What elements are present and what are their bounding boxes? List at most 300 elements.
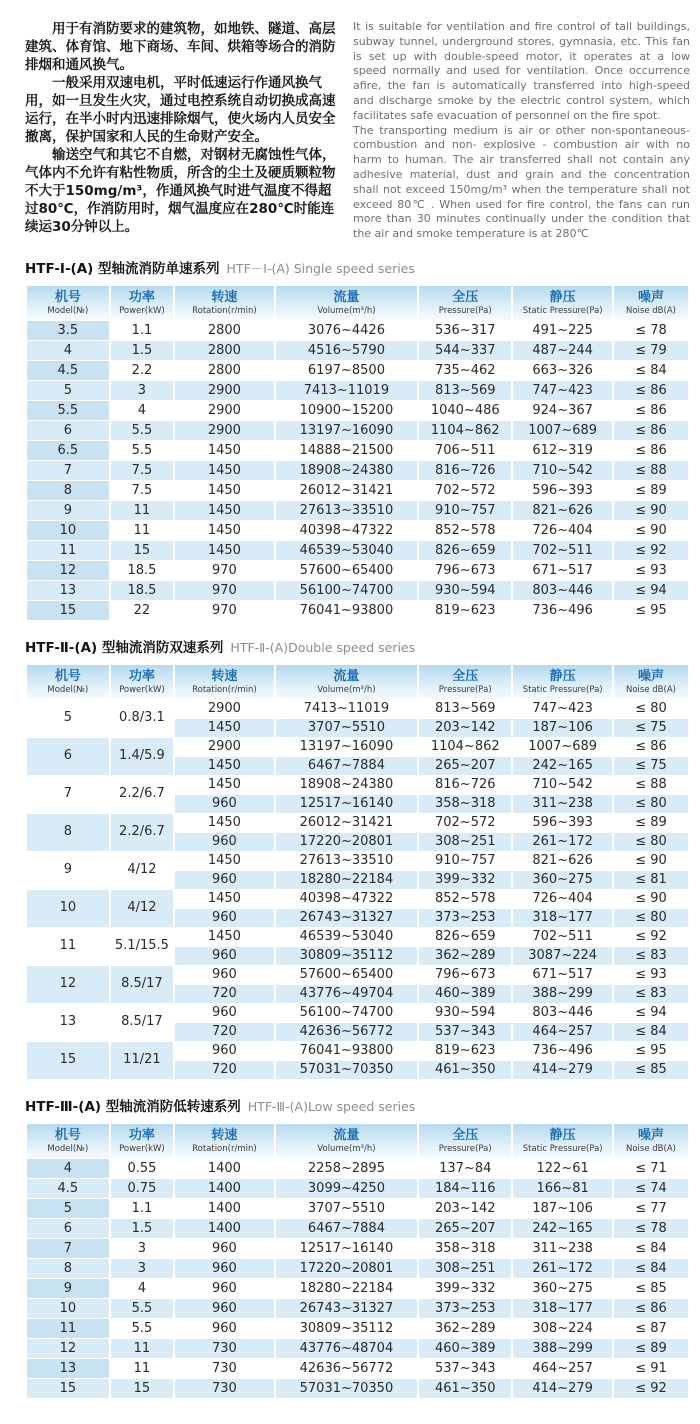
table-cell: 3076~4426 <box>307 322 385 338</box>
table-cell: ≤ 83 <box>614 985 688 1003</box>
table-cell: 1450 <box>207 852 241 868</box>
table-cell: 362~289 <box>419 947 511 965</box>
table-cell: 1.1 <box>131 322 153 338</box>
table-row <box>27 381 688 400</box>
table-cell: 11 <box>111 1339 173 1358</box>
model-cell: 8 <box>27 814 109 851</box>
table-cell: 910~757 <box>434 852 496 868</box>
model-cell: 12 <box>27 561 109 580</box>
table-row <box>27 1042 688 1060</box>
table-cell: ≤ 80 <box>614 833 688 851</box>
table-cell: 3 <box>137 1240 147 1256</box>
table-cell: 11 <box>111 501 173 520</box>
table-cell: 362~289 <box>434 1320 496 1336</box>
table-cell: 56100~74700 <box>276 581 417 600</box>
column-header-zh: 流量 <box>333 289 360 305</box>
table-row <box>27 814 688 832</box>
table-cell: 40398~47322 <box>299 890 394 906</box>
table-cell: 924~367 <box>532 402 593 418</box>
table-cell: 2800 <box>207 362 241 378</box>
table-cell: 2800 <box>207 322 241 338</box>
table-cell: 960 <box>175 947 274 965</box>
table-title-en: HTF-Ⅲ-(A)Low speed series <box>247 1098 416 1114</box>
table-cell: ≤ 83 <box>614 947 688 965</box>
table-cell: 414~279 <box>513 1379 612 1398</box>
table-cell: ≤ 89 <box>614 1339 688 1358</box>
table-cell: 1104~862 <box>419 421 511 440</box>
table-row <box>27 1159 688 1178</box>
model-cell: 4 <box>27 1159 109 1178</box>
table-cell: 852~578 <box>434 522 496 538</box>
table-cell: 7.5 <box>111 461 173 480</box>
column-header-en: Model(№) <box>47 305 89 316</box>
table-cell: 414~279 <box>513 1061 612 1079</box>
table-cell: 1450 <box>207 776 241 792</box>
table-cell: 930~594 <box>419 581 511 600</box>
table-row <box>27 890 688 908</box>
table-cell: 960 <box>211 1240 237 1256</box>
column-header <box>513 286 612 320</box>
table-cell: 46539~53040 <box>276 541 417 560</box>
table-cell: 18.5 <box>111 581 173 600</box>
table-cell: 43776~48704 <box>276 1339 417 1358</box>
table-cell: 1.5 <box>111 1219 173 1238</box>
table-cell: 318~177 <box>513 909 612 927</box>
table-cell: 3707~5510 <box>307 1200 385 1216</box>
model-cell: 9 <box>27 1279 109 1298</box>
table-cell: 1450 <box>207 442 241 458</box>
table-row <box>27 441 688 460</box>
column-header-zh: 机号 <box>54 668 81 684</box>
table-cell: 1104~862 <box>430 738 500 754</box>
table-cell: 1450 <box>175 541 274 560</box>
table-cell: 360~275 <box>513 871 612 889</box>
table-cell: 373~253 <box>419 1299 511 1318</box>
table-cell: 17220~20801 <box>276 833 417 851</box>
table-cell: 1400 <box>207 1160 241 1176</box>
power-cell: 0.8/3.1 <box>111 700 173 737</box>
table-cell: 2900 <box>175 421 274 440</box>
table-cell: 15 <box>111 1379 173 1398</box>
table-cell: 1400 <box>207 1200 241 1216</box>
table-cell: 710~542 <box>513 461 612 480</box>
table-cell: 1450 <box>207 522 241 538</box>
column-header-zh: 功率 <box>128 289 155 305</box>
table-cell: 910~757 <box>419 501 511 520</box>
table-cell: 970 <box>175 581 274 600</box>
table-cell: 373~253 <box>419 909 511 927</box>
intro-en-paragraph: It is suitable for ventilation and fire control of tall buildings, subway tunnel, underground stores, gymnasia, etc. This fan is set up with double-speed motor, it operates at a low speed normally and used for ventilation. Once occurrence afire, the fan is automatically transferred into high-speed and discharge smoke by the electric control system, which facilitates safe evacuation of personnel on the fire spot. <box>353 20 690 122</box>
table-cell: 536~317 <box>434 322 496 338</box>
table-row <box>27 501 688 520</box>
column-header-zh: 全压 <box>452 668 479 684</box>
table-cell: 852~578 <box>434 890 496 906</box>
table-row <box>27 581 688 600</box>
table-cell: 816~726 <box>434 776 496 792</box>
table-cell: ≤ 86 <box>635 442 667 458</box>
table-cell: 318~177 <box>513 1299 612 1318</box>
column-header-en: Pressure(Pa) <box>438 684 492 695</box>
table-cell: 960 <box>175 795 274 813</box>
column-header-en: Power(kW) <box>119 1143 165 1154</box>
table-title-zh: HTF-Ⅰ-(A) 型轴流消防单速系列 <box>25 260 220 277</box>
model-cell: 10 <box>27 1299 109 1318</box>
table-cell: ≤ 92 <box>635 928 667 944</box>
table-row <box>27 1179 688 1198</box>
model-cell: 15 <box>27 1379 109 1398</box>
column-header <box>27 1124 109 1158</box>
column-header <box>175 286 274 320</box>
table-cell: 706~511 <box>434 442 496 458</box>
table-cell: 730 <box>211 1360 237 1376</box>
table-cell: 803~446 <box>532 1004 593 1020</box>
column-header-zh: 机号 <box>54 1127 81 1143</box>
table-cell: ≤ 89 <box>635 482 667 498</box>
table-cell: ≤ 84 <box>635 362 667 378</box>
table-cell: ≤ 86 <box>635 402 667 418</box>
column-header-en: Model(№) <box>47 684 89 695</box>
table-cell: 537~343 <box>419 1023 511 1041</box>
table-cell: ≤ 84 <box>614 1023 688 1041</box>
model-cell: 12 <box>27 966 109 1003</box>
table-cell: 203~142 <box>434 1200 496 1216</box>
table-cell: 1040~486 <box>430 402 500 418</box>
column-header-zh: 静压 <box>549 668 576 684</box>
table-cell: 5.5 <box>131 442 153 458</box>
table-cell: ≤ 87 <box>635 1320 667 1336</box>
table-block-single-speed <box>25 260 690 621</box>
column-header <box>111 286 173 320</box>
table-cell: 3707~5510 <box>276 719 417 737</box>
table-row <box>27 601 688 620</box>
table-title <box>25 639 690 657</box>
table-cell: 461~350 <box>419 1061 511 1079</box>
model-cell: 4.5 <box>27 361 109 380</box>
column-header-en: Rotation(r/min) <box>192 305 257 316</box>
table-cell: 6467~7884 <box>276 757 417 775</box>
table-cell: 7.5 <box>131 482 153 498</box>
table-cell: 747~423 <box>532 700 593 716</box>
column-header-en: Rotation(r/min) <box>192 1143 257 1154</box>
table-header-row <box>27 665 688 699</box>
column-header-zh: 全压 <box>452 1127 479 1143</box>
table-cell: ≤ 92 <box>614 1379 688 1398</box>
table-cell: 187~106 <box>532 1200 593 1216</box>
column-header-zh: 转速 <box>211 289 238 305</box>
table-cell: 311~238 <box>513 795 612 813</box>
table-cell: 796~673 <box>434 966 496 982</box>
table-cell: 726~404 <box>532 890 593 906</box>
model-cell: 10 <box>27 521 109 540</box>
table-row <box>27 966 688 984</box>
table-cell: 57031~70350 <box>276 1061 417 1079</box>
model-cell: 7 <box>27 1239 109 1258</box>
column-header <box>175 665 274 699</box>
table-cell: 826~659 <box>434 928 496 944</box>
table-cell: 4 <box>137 1280 147 1296</box>
column-header-zh: 静压 <box>549 289 576 305</box>
table-cell: 3 <box>111 1259 173 1278</box>
column-header-zh: 噪声 <box>637 289 664 305</box>
table-row <box>27 700 688 718</box>
table-cell: ≤ 81 <box>614 871 688 889</box>
table-cell: 816~726 <box>419 461 511 480</box>
table-cell: 821~626 <box>513 501 612 520</box>
column-header-en: Volume(m³/h) <box>317 1143 376 1154</box>
power-cell: 1.4/5.9 <box>111 738 173 775</box>
table-cell: 265~207 <box>419 757 511 775</box>
table-cell: 261~172 <box>513 833 612 851</box>
column-header-en: Noise dB(A) <box>626 305 676 316</box>
table-cell: 2258~2895 <box>307 1160 385 1176</box>
column-header <box>111 665 173 699</box>
table-cell: ≤ 84 <box>614 1259 688 1278</box>
table-cell: 826~659 <box>419 541 511 560</box>
intro-zh-paragraph: 一般采用双速电机，平时低速运行作通风换气用，如一旦发生火灾，通过电控系统自动切换成高速运行，在半小时内迅速排除烟气，使火场内人员安全撤离，保护国家和人民的生命财产安全。 <box>25 75 336 145</box>
table-cell: 0.55 <box>127 1160 157 1176</box>
table-cell: ≤ 94 <box>614 581 688 600</box>
table-cell: ≤ 71 <box>635 1160 667 1176</box>
table-cell: 960 <box>211 1320 237 1336</box>
table-row <box>27 341 688 360</box>
table-cell: 819~623 <box>434 602 496 618</box>
column-header <box>513 1124 612 1158</box>
table-cell: 491~225 <box>532 322 593 338</box>
table-cell: 399~332 <box>419 871 511 889</box>
table-cell: 702~572 <box>434 814 496 830</box>
table-cell: 735~462 <box>434 362 496 378</box>
column-header-en: Static Pressure(Pa) <box>522 684 603 695</box>
column-header-zh: 噪声 <box>637 1127 664 1143</box>
column-header-en: Volume(m³/h) <box>317 684 376 695</box>
column-header-zh: 转速 <box>211 1127 238 1143</box>
table-cell: 27613~33510 <box>276 501 417 520</box>
table-cell: 358~318 <box>419 795 511 813</box>
table-cell: 487~244 <box>513 341 612 360</box>
model-cell: 4.5 <box>27 1179 109 1198</box>
column-header-en: Noise dB(A) <box>626 1143 676 1154</box>
table-cell: 460~389 <box>419 985 511 1003</box>
table-cell: 3087~224 <box>513 947 612 965</box>
table-cell: 813~569 <box>434 700 496 716</box>
table-cell: 930~594 <box>434 1004 496 1020</box>
column-header <box>614 665 688 699</box>
column-header-en: Pressure(Pa) <box>438 1143 492 1154</box>
table-cell: 1450 <box>175 719 274 737</box>
table-cell: 358~318 <box>434 1240 496 1256</box>
table-cell: 1450 <box>175 461 274 480</box>
table-cell: 12517~16140 <box>299 1240 394 1256</box>
model-cell: 15 <box>27 601 109 620</box>
table-cell: 730 <box>175 1339 274 1358</box>
model-cell: 7 <box>27 461 109 480</box>
table-cell: 960 <box>175 833 274 851</box>
table-title-en: HTF-Ⅱ-(A)Double speed series <box>230 639 416 655</box>
table-row <box>27 852 688 870</box>
table-cell: 30809~35112 <box>299 1320 394 1336</box>
table-cell: ≤ 90 <box>635 890 667 906</box>
table-cell: 464~257 <box>532 1360 593 1376</box>
table-cell: 0.75 <box>111 1179 173 1198</box>
table-cell: 970 <box>211 562 237 578</box>
table-cell: 12517~16140 <box>276 795 417 813</box>
table-cell: 1400 <box>175 1219 274 1238</box>
table-cell: 4 <box>137 402 147 418</box>
table-cell: 43776~49704 <box>276 985 417 1003</box>
table-cell: 137~84 <box>439 1160 492 1176</box>
table-row <box>27 481 688 500</box>
column-header <box>27 665 109 699</box>
intro-section <box>25 20 690 242</box>
intro-chinese <box>25 20 341 236</box>
table-cell: 11 <box>133 522 151 538</box>
table-row <box>27 1004 688 1022</box>
model-cell: 13 <box>27 1359 109 1378</box>
table-cell: ≤ 95 <box>635 602 667 618</box>
intro-english <box>353 20 690 242</box>
table-cell: ≤ 88 <box>614 461 688 480</box>
table-row <box>27 1299 688 1318</box>
model-cell: 6 <box>27 738 109 775</box>
column-header-zh: 功率 <box>128 668 155 684</box>
table-row <box>27 321 688 340</box>
table-cell: 14888~21500 <box>299 442 394 458</box>
table-row <box>27 738 688 756</box>
table-cell: 30809~35112 <box>276 947 417 965</box>
table-cell: 166~81 <box>513 1179 612 1198</box>
table-cell: 960 <box>175 871 274 889</box>
table-cell: 42636~56772 <box>276 1023 417 1041</box>
table-cell: 360~275 <box>532 1280 593 1296</box>
table-cell: 596~393 <box>532 814 593 830</box>
model-cell: 15 <box>27 1042 109 1079</box>
table-cell: 7413~11019 <box>303 700 390 716</box>
table-cell: 15 <box>111 541 173 560</box>
table-cell: 26743~31327 <box>276 1299 417 1318</box>
column-header-zh: 流量 <box>333 668 360 684</box>
table-cell: ≤ 90 <box>635 522 667 538</box>
table-cell: 308~251 <box>419 833 511 851</box>
table-cell: ≤ 90 <box>635 852 667 868</box>
table-cell: 242~165 <box>513 1219 612 1238</box>
model-cell: 7 <box>27 776 109 813</box>
table-cell: 803~446 <box>513 581 612 600</box>
table-cell: ≤ 78 <box>635 322 667 338</box>
table-cell: 1400 <box>175 1179 274 1198</box>
table-cell: 11 <box>133 1360 151 1376</box>
table-cell: 726~404 <box>532 522 593 538</box>
table-cell: 2900 <box>207 402 241 418</box>
table-cell: ≤ 80 <box>614 909 688 927</box>
spec-table-low-speed <box>25 1123 690 1399</box>
table-cell: 308~251 <box>419 1259 511 1278</box>
column-header <box>276 1124 417 1158</box>
model-cell: 11 <box>27 1319 109 1338</box>
table-cell: ≤ 80 <box>614 795 688 813</box>
table-cell: 537~343 <box>434 1360 496 1376</box>
column-header-zh: 流量 <box>333 1127 360 1143</box>
column-header-en: Power(kW) <box>119 305 165 316</box>
table-title-en: HTF－Ⅰ-(A) Single speed series <box>226 260 415 276</box>
table-cell: 5.5 <box>111 421 173 440</box>
table-cell: 796~673 <box>434 562 496 578</box>
table-cell: 1450 <box>207 482 241 498</box>
column-header <box>614 1124 688 1158</box>
table-cell: 813~569 <box>419 381 511 400</box>
spec-table-single-speed <box>25 285 690 621</box>
table-cell: 187~106 <box>513 719 612 737</box>
power-cell: 11/21 <box>111 1042 173 1079</box>
power-cell: 2.2/6.7 <box>111 814 173 851</box>
table-cell: 960 <box>175 1259 274 1278</box>
table-cell: 821~626 <box>532 852 593 868</box>
table-cell: 42636~56772 <box>299 1360 394 1376</box>
table-cell: ≤ 94 <box>635 1004 667 1020</box>
table-row <box>27 521 688 540</box>
table-row <box>27 401 688 420</box>
table-cell: 464~257 <box>513 1023 612 1041</box>
table-cell: ≤ 89 <box>635 814 667 830</box>
table-cell: 747~423 <box>513 381 612 400</box>
table-cell: 7413~11019 <box>276 381 417 400</box>
table-cell: ≤ 86 <box>614 1299 688 1318</box>
table-cell: 1450 <box>207 928 241 944</box>
model-cell: 12 <box>27 1339 109 1358</box>
table-cell: 960 <box>211 966 237 982</box>
table-cell: 46539~53040 <box>299 928 394 944</box>
table-cell: 1.5 <box>111 341 173 360</box>
table-cell: 399~332 <box>434 1280 496 1296</box>
model-cell: 13 <box>27 581 109 600</box>
table-cell: 388~299 <box>513 985 612 1003</box>
table-cell: 1450 <box>207 890 241 906</box>
table-block-low-speed <box>25 1098 690 1399</box>
table-cell: 960 <box>175 1299 274 1318</box>
table-cell: 3099~4250 <box>276 1179 417 1198</box>
model-cell: 5.5 <box>27 401 109 420</box>
model-cell: 5 <box>27 1199 109 1218</box>
table-cell: 596~393 <box>532 482 593 498</box>
table-cell: 960 <box>211 1280 237 1296</box>
table-cell: 2800 <box>175 341 274 360</box>
column-header-en: Volume(m³/h) <box>317 305 376 316</box>
table-cell: 5.5 <box>131 1320 153 1336</box>
table-cell: 1450 <box>207 814 241 830</box>
table-row <box>27 1319 688 1338</box>
table-cell: 2.2 <box>131 362 153 378</box>
model-cell: 9 <box>27 501 109 520</box>
table-cell: 710~542 <box>532 776 593 792</box>
model-cell: 6.5 <box>27 441 109 460</box>
table-title-zh: HTF-Ⅲ-(A) 型轴流消防低转速系列 <box>25 1098 241 1115</box>
table-cell: 720 <box>175 1061 274 1079</box>
table-cell: 1007~689 <box>513 421 612 440</box>
table-cell: 13197~16090 <box>299 738 394 754</box>
table-row <box>27 361 688 380</box>
table-cell: 663~326 <box>532 362 593 378</box>
column-header <box>513 665 612 699</box>
table-row <box>27 1379 688 1398</box>
power-cell: 2.2/6.7 <box>111 776 173 813</box>
model-cell: 6 <box>27 1219 109 1238</box>
table-cell: 203~142 <box>419 719 511 737</box>
table-cell: 1450 <box>175 501 274 520</box>
table-cell: 311~238 <box>532 1240 593 1256</box>
table-cell: 122~61 <box>536 1160 589 1176</box>
column-header <box>175 1124 274 1158</box>
column-header-en: Static Pressure(Pa) <box>522 305 603 316</box>
table-cell: ≤ 85 <box>614 1061 688 1079</box>
